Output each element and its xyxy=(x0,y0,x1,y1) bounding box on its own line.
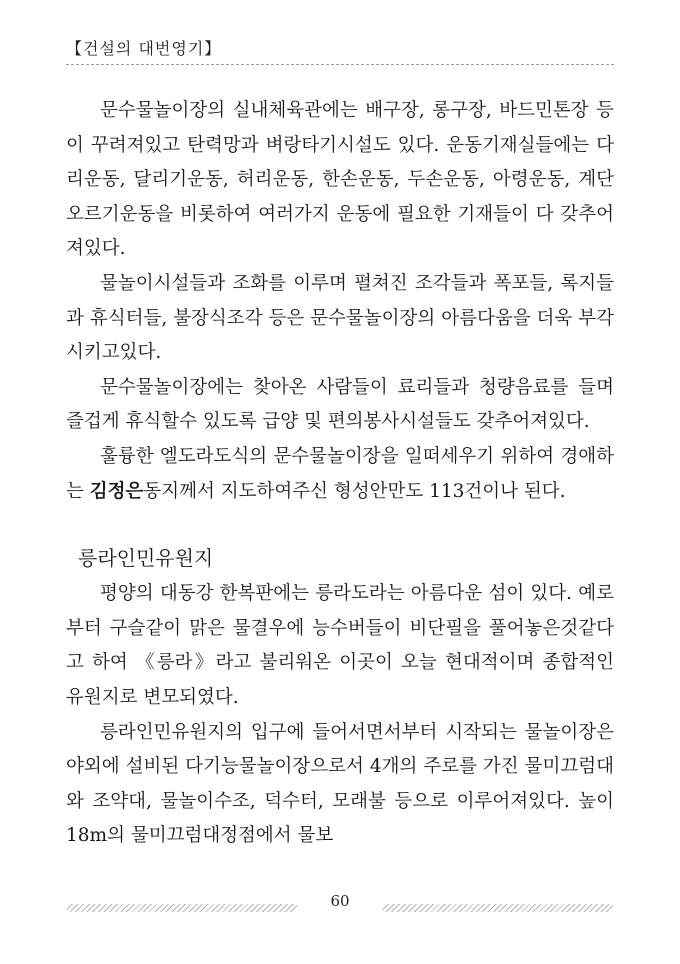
running-header: 【건설의 대번영기】 xyxy=(66,39,222,58)
paragraph-catering: 문수물놀이장에는 찾아온 사람들이 료리들과 청량음료를 들며 즐겁게 휴식할수 있도록 급양 및 편의봉사시설들도 갖추어져있다. xyxy=(66,376,614,433)
page-number: 60 xyxy=(330,892,350,910)
page-body xyxy=(66,94,614,854)
paragraph-guidance xyxy=(66,440,614,509)
header-divider xyxy=(66,64,614,65)
paragraph-island: 평양의 대동강 한복판에는 릉라도라는 아름다운 섬이 있다. 예로부터 구슬같이 맑은 물결우에 능수버들이 비단필을 풀어놓은것같다고 하여 《릉라》라고 불리워온 이곳이 오늘 현대적이며 종합적인 유원지로 변모되였다. xyxy=(66,583,614,708)
page-footer xyxy=(66,890,614,920)
guidance-text-end: 동지께서 지도하여주신 형성안만도 113건이나 된다. xyxy=(143,480,566,502)
paragraph-gym: 문수물놀이장의 실내체육관에는 배구장, 롱구장, 바드민톤장 등이 꾸려져있고 탄력망과 벼랑타기시설도 있다. 운동기재실들에는 다리운동, 달리기운동, 허리운동, 한손운동, 두손운동, 아령운동, 계단오르기운동을 비롯하여 여러가지 운동에 필요한 기재들이 다 갖추어져있다. xyxy=(66,100,614,260)
guidance-text-start: 훌륭한 엘도라도식의 문수물놀이장을 일떠세우기 위하여 경애하는 xyxy=(66,445,614,502)
paragraph-water-park: 릉라인민유원지의 입구에 들어서면서부터 시작되는 물놀이장은 야외에 설비된 다기능물놀이장으로서 4개의 주로를 가진 물미끄럼대와 조약대, 물놀이수조, 덕수터, 모래불 등으로 이루어져있다. 높이 18m의 물미끄럼대정점에서 물보 xyxy=(66,721,614,847)
section-heading: 릉라인민유원지 xyxy=(78,546,214,571)
paragraph-sculptures: 물놀이시설들과 조화를 이루며 펼쳐진 조각들과 폭포들, 록지들과 휴식터들, 불장식조각 등은 문수물놀이장의 아름다움을 더욱 부각시키고있다. xyxy=(66,272,614,364)
footer-ornament-right xyxy=(382,904,614,912)
leader-name: 김정은 xyxy=(89,480,144,502)
